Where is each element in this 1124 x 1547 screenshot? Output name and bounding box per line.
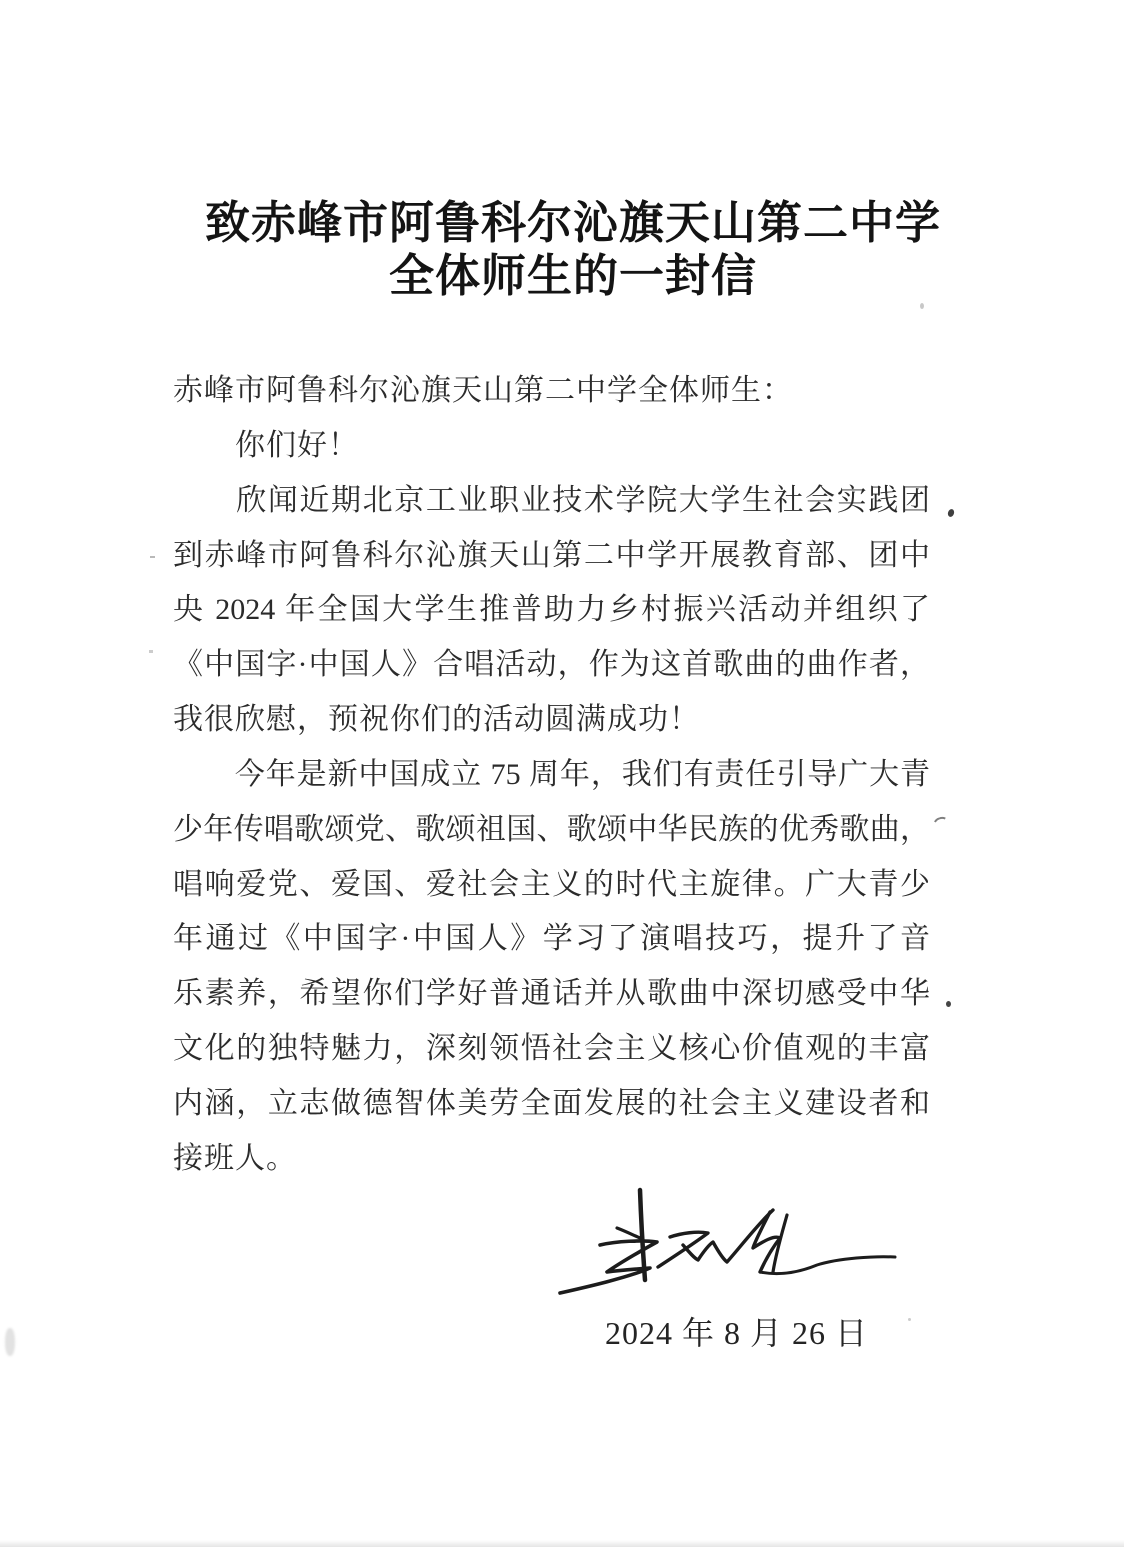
letter-body-line: 今年是新中国成立 75 周年，我们有责任引导广大青 bbox=[173, 757, 930, 791]
letter-date: 2024 年 8 月 26 日 bbox=[605, 1315, 869, 1351]
scan-edge-shadow bbox=[0, 1540, 1124, 1547]
letter-body-line: 文化的独特魅力，深刻领悟社会主义核心价值观的丰富 bbox=[173, 1032, 930, 1066]
letter-body-line: 你们好！ bbox=[173, 428, 359, 462]
letter-body-line: 内涵，立志做德智体美劳全面发展的社会主义建设者和 bbox=[173, 1086, 930, 1120]
signature-handwriting-icon bbox=[552, 1183, 912, 1313]
scan-speck bbox=[149, 650, 153, 653]
letter-body-line: 乐素养，希望你们学好普通话并从歌曲中深切感受中华 bbox=[173, 977, 930, 1011]
letter-body-line: 年通过《中国字·中国人》学习了演唱技巧，提升了音 bbox=[173, 922, 930, 956]
letter-title bbox=[0, 197, 1124, 303]
letter-salutation: 赤峰市阿鲁科尔沁旗天山第二中学全体师生： bbox=[173, 374, 793, 407]
letter-title-line-1: 致赤峰市阿鲁科尔沁旗天山第二中学 bbox=[204, 198, 941, 248]
letter-body-line: 少年传唱歌颂党、歌颂祖国、歌颂中华民族的优秀歌曲， bbox=[173, 812, 930, 846]
scan-speck bbox=[920, 303, 924, 309]
scan-speck bbox=[150, 556, 155, 558]
letter-title-line-2: 全体师生的一封信 bbox=[388, 251, 757, 301]
scan-speck bbox=[946, 1001, 951, 1007]
letter-body-line: 《中国字·中国人》合唱活动，作为这首歌曲的曲作者， bbox=[173, 648, 930, 682]
scan-smudge bbox=[5, 1328, 15, 1356]
scan-speck bbox=[931, 815, 952, 835]
letter-body-line: 唱响爱党、爱国、爱社会主义的时代主旋律。广大青少 bbox=[173, 867, 930, 901]
letter-body-line: 央 2024 年全国大学生推普助力乡村振兴活动并组织了 bbox=[173, 593, 930, 627]
letter-body-line: 我很欣慰，预祝你们的活动圆满成功！ bbox=[173, 703, 700, 737]
scan-speck bbox=[947, 508, 955, 518]
letter-body-line: 接班人。 bbox=[173, 1141, 297, 1175]
letter-body-line: 到赤峰市阿鲁科尔沁旗天山第二中学开展教育部、团中 bbox=[173, 538, 930, 572]
letter-body-line: 欣闻近期北京工业职业技术学院大学生社会实践团 bbox=[173, 483, 930, 517]
letter-body-lines bbox=[173, 419, 930, 1187]
letter-body bbox=[173, 364, 930, 1187]
scan-speck bbox=[908, 1318, 911, 1321]
